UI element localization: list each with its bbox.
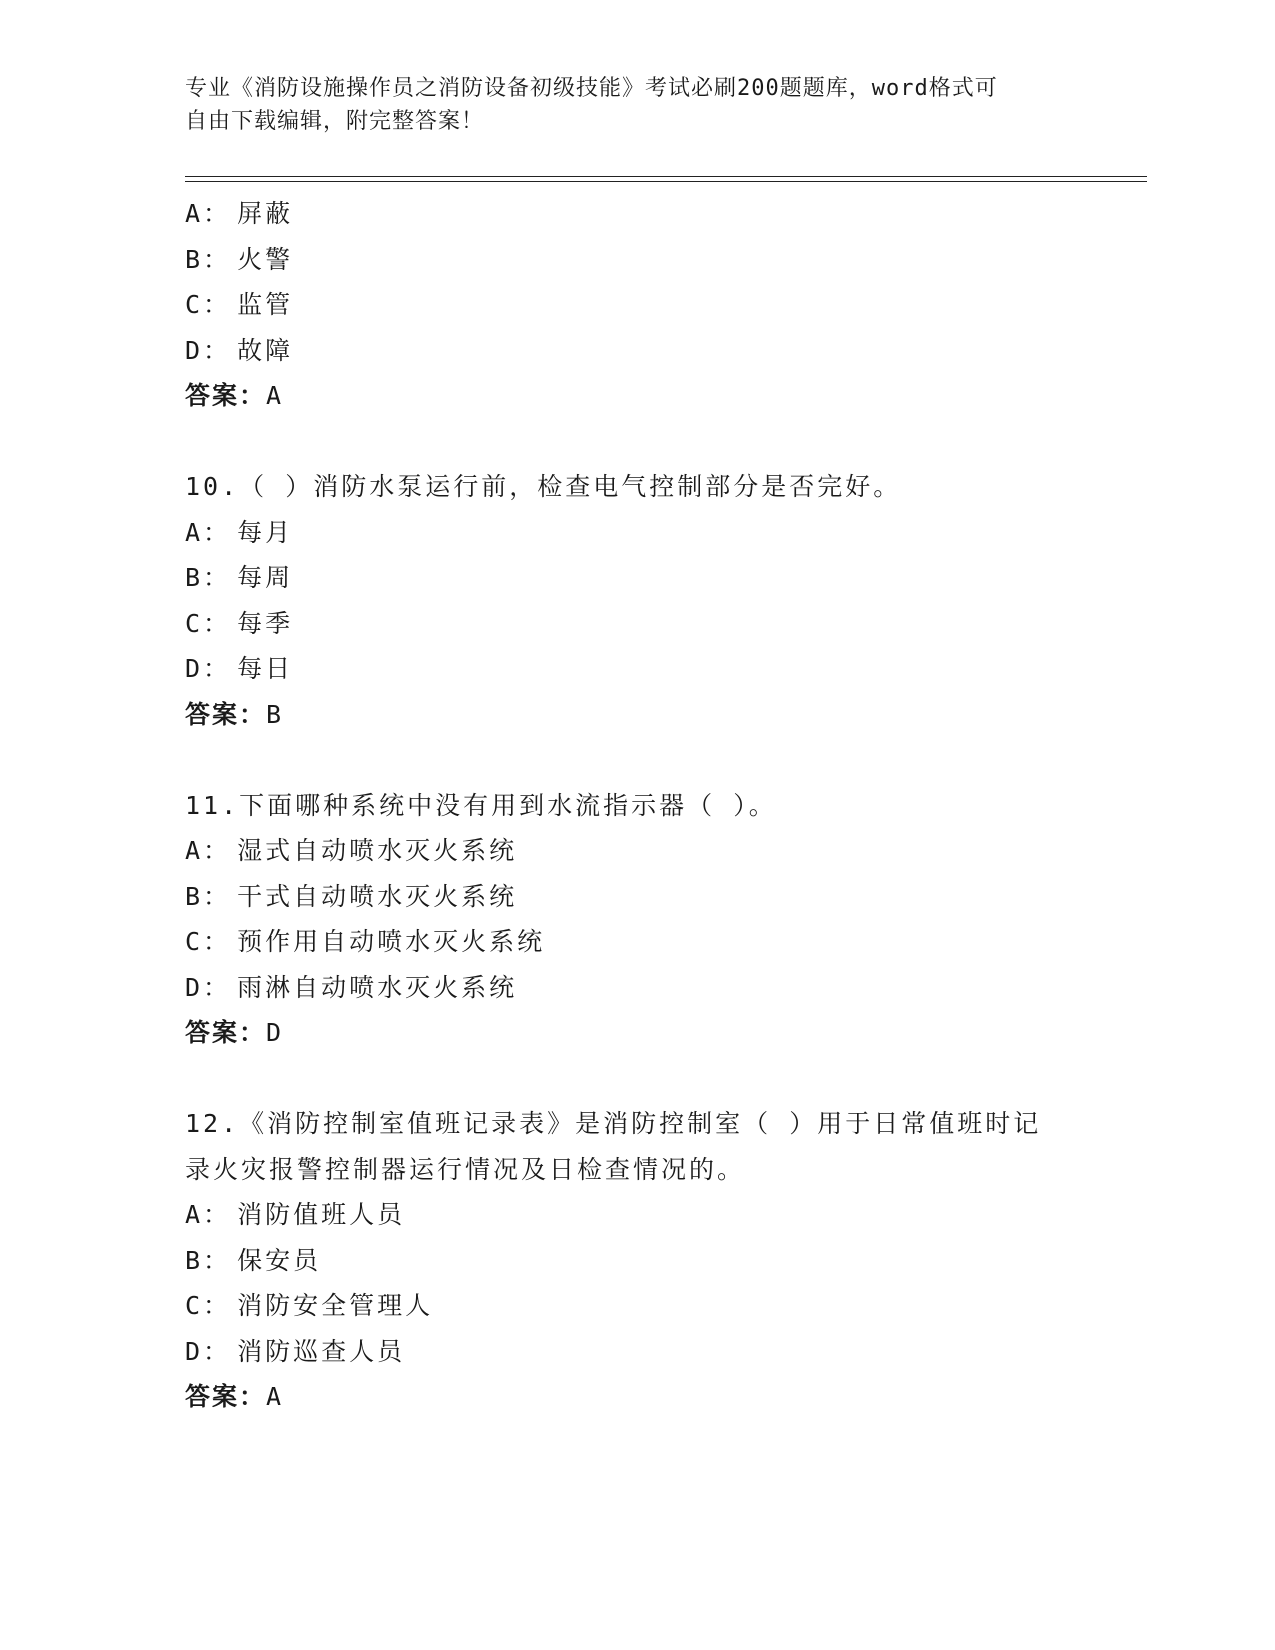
option-a: A： 消防值班人员 bbox=[185, 1200, 406, 1229]
question-block-12 bbox=[185, 1101, 1085, 1420]
question-text: 11.下面哪种系统中没有用到水流指示器（ ）。 bbox=[185, 790, 777, 820]
option-b: B： 干式自动喷水灭火系统 bbox=[185, 881, 518, 911]
option-b: B： 火警 bbox=[185, 244, 294, 274]
header-line-1: 专业《消防设施操作员之消防设备初级技能》考试必刷200题题库，word格式可 bbox=[185, 76, 998, 101]
option-d: D： 故障 bbox=[185, 335, 294, 365]
answer-label: 答案： bbox=[185, 699, 267, 729]
answer-value: A bbox=[266, 381, 285, 410]
answer-value: B bbox=[266, 699, 285, 729]
option-c: C： 消防安全管理人 bbox=[185, 1291, 434, 1320]
answer-line bbox=[185, 1374, 1085, 1420]
option-a: A： 湿式自动喷水灭火系统 bbox=[185, 836, 518, 865]
answer-line bbox=[185, 1010, 1085, 1056]
option-d: D： 消防巡查人员 bbox=[185, 1336, 406, 1366]
option-b: B： 每周 bbox=[185, 563, 294, 592]
answer-line bbox=[185, 692, 1085, 738]
question-block-10 bbox=[185, 464, 1085, 737]
answer-label: 答案： bbox=[185, 1382, 267, 1411]
option-d: D： 雨淋自动喷水灭火系统 bbox=[185, 972, 518, 1002]
option-a: A： 每月 bbox=[185, 517, 294, 547]
answer-value: A bbox=[266, 1382, 285, 1411]
option-a: A： 屏蔽 bbox=[185, 199, 294, 228]
option-d: D： 每日 bbox=[185, 654, 294, 683]
option-c: C： 每季 bbox=[185, 608, 294, 638]
answer-label: 答案： bbox=[185, 1018, 267, 1047]
question-block-9 bbox=[185, 191, 1085, 419]
option-b: B： 保安员 bbox=[185, 1245, 322, 1275]
question-text: 10.（ ）消防水泵运行前，检查电气控制部分是否完好。 bbox=[185, 472, 902, 501]
question-text-line-2: 录火灾报警控制器运行情况及日检查情况的。 bbox=[185, 1154, 746, 1184]
option-c: C： 预作用自动喷水灭火系统 bbox=[185, 927, 546, 956]
question-list bbox=[185, 191, 1085, 1420]
header-divider-bottom bbox=[185, 181, 1147, 182]
answer-label: 答案： bbox=[185, 381, 267, 410]
answer-line bbox=[185, 373, 1085, 419]
question-block-11 bbox=[185, 783, 1085, 1056]
option-c: C： 监管 bbox=[185, 290, 294, 319]
header-line-2: 自由下载编辑，附完整答案！ bbox=[185, 109, 485, 134]
document-header bbox=[185, 72, 1065, 138]
header-divider-top bbox=[185, 176, 1147, 177]
answer-value: D bbox=[266, 1018, 285, 1047]
question-text-line-1: 12.《消防控制室值班记录表》是消防控制室（ ）用于日常值班时记 bbox=[185, 1109, 1042, 1138]
